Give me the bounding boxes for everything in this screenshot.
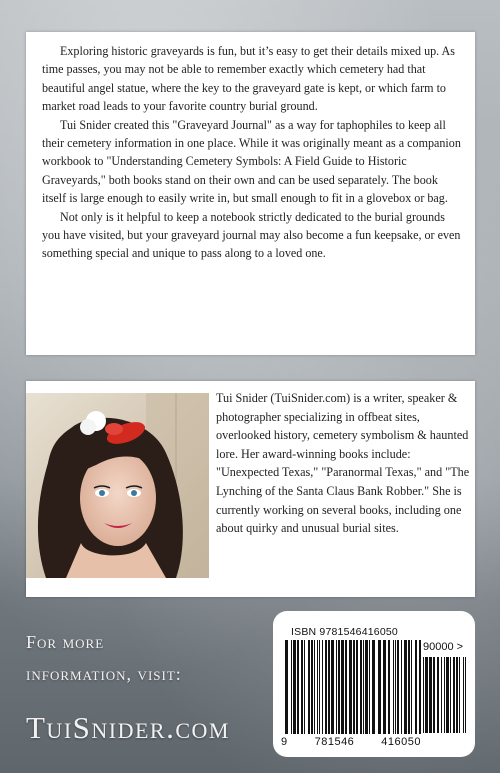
isbn-digit-prefix: 9 (281, 736, 288, 748)
isbn-label: ISBN 9781546416050 (291, 626, 398, 638)
barcode-panel (273, 611, 475, 757)
author-photo (26, 393, 209, 578)
description-paragraph-2: Tui Snider created this "Graveyard Journal" as a way for taphophiles to keep all their cemetery information in one place. While it was originally meant as a companion workbook to "Understanding Cemetery Symbols: A Field Guide to Historic Graveyards," both books stand on their own and can be used separately. The book itself is large enough to easily write in, but small enough to fit in a glovebox or bag. (42, 117, 461, 206)
addon-barcode-icon (423, 657, 469, 735)
isbn-digits (281, 736, 421, 748)
author-bio-panel (26, 381, 475, 597)
isbn-digit-group-2: 416050 (381, 736, 421, 748)
description-paragraph-1: Exploring historic graveyards is fun, but it’s easy to get their details mixed up. As time passes, you may not be able to remember exactly which cemetery had that beautiful angel statue, where the key to the graveyard gate is kept, or which farm to market road leads to your favorite country burial ground. (42, 44, 455, 114)
author-photo-illustration (26, 393, 209, 578)
visit-line-2: information, visit: (26, 664, 182, 684)
price-code: 90000 > (423, 641, 464, 653)
isbn-digit-group-1: 781546 (314, 736, 355, 748)
description-paragraph-3: Not only is it helpful to keep a notebook strictly dedicated to the burial grounds you have visited, but your graveyard journal may also become a fun keepsake, or even something special and unique to pass along to a loved one. (42, 209, 461, 261)
website-link[interactable]: TuiSnider.com (26, 710, 230, 745)
barcode-icon (285, 640, 421, 736)
visit-line-1: For more (26, 632, 105, 652)
author-bio-text: Tui Snider (TuiSnider.com) is a writer, speaker & photographer specializing in offbeat sites, overlooked history, cemetery symbolism & haunted lore. Her award-winning books include: "Unexpected Texas," "Paranormal Texas," and "The Lynching of the Santa Claus Bank Robber." She is currently working on several books, including one about quirky and unusual burial sites. (216, 391, 470, 536)
description-panel (26, 32, 475, 355)
